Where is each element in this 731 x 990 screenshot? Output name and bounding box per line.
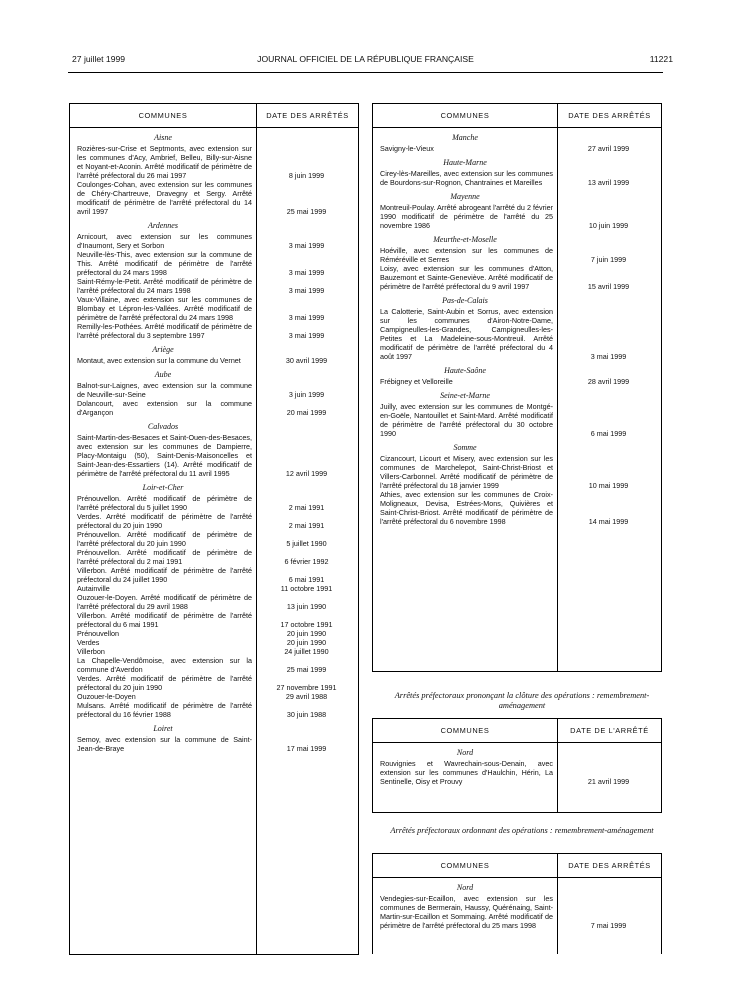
- date-cell: 13 avril 1999: [587, 178, 630, 187]
- department-heading: Haute-Marne: [443, 158, 487, 167]
- date-cell: 3 mai 1999: [288, 268, 325, 277]
- col-header-dates: DATE DES ARRÊTÉS: [558, 104, 661, 128]
- department-heading: Seine-et-Marne: [440, 391, 490, 400]
- commune-cell: Semoy, avec extension sur la commune de Saint-Jean-de-Braye: [77, 735, 252, 753]
- date-cell: 30 avril 1999: [285, 356, 328, 365]
- commune-cell: Prénouvellon. Arrêté modificatif de périmètre de l'arrêté préfectoral du 5 juillet 1990: [77, 494, 252, 512]
- table-row: [373, 203, 661, 230]
- table-body: [373, 878, 661, 930]
- date-cell: 8 juin 1999: [288, 171, 325, 180]
- commune-cell: Vendegies-sur-Ecaillon, avec extension sur les communes de Bermerain, Haussy, Quérénaing, Saint-Martin-sur-Ecaillon et Sommaing. Arrêté modificatif de périmètre de l'arrêté préfectoral du 25 mars 1998: [380, 894, 553, 930]
- commune-cell: Saint-Martin-des-Besaces et Saint-Ouen-des-Besaces, avec extension sur les communes de Dampierre, Placy-Montaigu (50), Saint-Denis-Maisoncelles et Saint-Jean-des-Essartiers (14). Arrêté modificatif de périmètre de l'arrêté préfectoral du 11 avril 1995: [77, 433, 252, 478]
- table-row: [70, 232, 358, 250]
- table-row: [70, 674, 358, 692]
- commune-cell: Arnicourt, avec extension sur les communes d'Inaumont, Sery et Sorbon: [77, 232, 252, 250]
- date-cell: 20 juin 1990: [286, 629, 327, 638]
- table-row: [70, 322, 358, 340]
- department-heading: Mayenne: [450, 192, 480, 201]
- table-row: [373, 377, 661, 386]
- commune-cell: Villerbon. Arrêté modificatif de périmètre de l'arrêté préfectoral du 6 mai 1991: [77, 611, 252, 629]
- commune-cell: Montaut, avec extension sur la commune du Vernet: [77, 356, 241, 365]
- header-title: JOURNAL OFFICIEL DE LA RÉPUBLIQUE FRANÇAISE: [257, 54, 474, 64]
- table-row: [373, 144, 661, 153]
- table-body: [373, 743, 661, 786]
- commune-cell: Frébigney et Velloreille: [380, 377, 453, 386]
- left-communes-table: [69, 103, 359, 955]
- col-header-communes: COMMUNES: [70, 104, 256, 128]
- commune-cell: Verdes. Arrêté modificatif de périmètre de l'arrêté préfectoral du 20 juin 1990: [77, 512, 252, 530]
- table-body: [70, 128, 358, 753]
- commune-cell: Athies, avec extension sur les communes de Croix-Moligneaux, Devisa, Estrées-Mons, Quivières et Saint-Christ-Briost. Arrêté modificatif de périmètre de l'arrêté préfectoral du 6 novembre 1998: [380, 490, 553, 526]
- table-row: [373, 246, 661, 264]
- date-cell: 17 octobre 1991: [280, 620, 333, 629]
- department-heading: Ariège: [152, 345, 174, 354]
- department-heading: Pas-de-Calais: [442, 296, 488, 305]
- department-heading: Loiret: [153, 724, 173, 733]
- date-cell: 25 mai 1999: [286, 665, 327, 674]
- commune-cell: Cirey-lès-Mareilles, avec extension sur les communes de Bourdons-sur-Rognon, Chantraines et Mareilles: [380, 169, 553, 187]
- commune-cell: Mulsans. Arrêté modificatif de périmètre de l'arrêté préfectoral du 16 février 1988: [77, 701, 252, 719]
- table-row: [70, 433, 358, 478]
- table-row: [373, 490, 661, 526]
- commune-cell: Remilly-les-Pothées. Arrêté modificatif de périmètre de l'arrêté préfectoral du 3 septembre 1997: [77, 322, 252, 340]
- cloture-table: [372, 718, 662, 813]
- col-header-communes: COMMUNES: [373, 854, 557, 878]
- table-row: [70, 494, 358, 512]
- col-header-dates: DATE DES ARRÊTÉS: [257, 104, 358, 128]
- commune-cell: Balnot-sur-Laignes, avec extension sur la commune de Neuville-sur-Seine: [77, 381, 252, 399]
- date-cell: 21 avril 1999: [587, 777, 630, 786]
- table-row: [70, 638, 358, 647]
- table-row: [70, 530, 358, 548]
- date-cell: 2 mai 1991: [288, 521, 325, 530]
- date-cell: 15 avril 1999: [587, 282, 630, 291]
- department-heading: Nord: [456, 748, 474, 757]
- table-row: [70, 593, 358, 611]
- right-communes-table: [372, 103, 662, 672]
- date-cell: 30 juin 1988: [286, 710, 327, 719]
- commune-cell: Autainville: [77, 584, 110, 593]
- ordonnant-table: [372, 853, 662, 954]
- date-cell: 3 mai 1999: [288, 331, 325, 340]
- date-cell: 5 juillet 1990: [286, 539, 327, 548]
- commune-cell: Savigny-le-Vieux: [380, 144, 434, 153]
- date-cell: 20 juin 1990: [286, 638, 327, 647]
- table-row: [70, 701, 358, 719]
- date-cell: 27 avril 1999: [587, 144, 630, 153]
- table-row: [70, 381, 358, 399]
- table-row: [70, 629, 358, 638]
- table-row: [70, 356, 358, 365]
- table-row: [70, 566, 358, 584]
- table-row: [70, 656, 358, 674]
- date-cell: 3 mai 1999: [288, 286, 325, 295]
- date-cell: 7 mai 1999: [590, 921, 627, 930]
- department-heading: Calvados: [147, 422, 179, 431]
- commune-cell: Prénouvellon. Arrêté modificatif de périmètre de l'arrêté préfectoral du 20 juin 1990: [77, 530, 252, 548]
- header-rule: [68, 72, 663, 73]
- table-row: [70, 512, 358, 530]
- commune-cell: Verdes. Arrêté modificatif de périmètre de l'arrêté préfectoral du 20 juin 1990: [77, 674, 252, 692]
- commune-cell: Cizancourt, Licourt et Misery, avec extension sur les communes de Marchelepot, Saint-Christ-Briost et Villers-Carbonnel. Arrêté modificatif de périmètre de l'arrêté préfectoral du 18 janvier 1999: [380, 454, 553, 490]
- date-cell: 10 juin 1999: [588, 221, 629, 230]
- date-cell: 6 février 1992: [284, 557, 329, 566]
- table-row: [70, 295, 358, 322]
- commune-cell: Ouzouer-le-Doyen: [77, 692, 136, 701]
- date-cell: 14 mai 1999: [588, 517, 629, 526]
- page-number: 11221: [649, 54, 673, 64]
- date-cell: 2 mai 1991: [288, 503, 325, 512]
- department-heading: Nord: [456, 883, 474, 892]
- date-cell: 20 mai 1999: [286, 408, 327, 417]
- commune-cell: Saint-Rémy-le-Petit. Arrêté modificatif de périmètre de l'arrêté préfectoral du 24 mars 1998: [77, 277, 252, 295]
- date-cell: 27 novembre 1991: [276, 683, 337, 692]
- table-row: [70, 647, 358, 656]
- commune-cell: Prénouvellon. Arrêté modificatif de périmètre de l'arrêté préfectoral du 2 mai 1991: [77, 548, 252, 566]
- department-heading: Manche: [452, 133, 478, 142]
- date-cell: 24 juillet 1990: [284, 647, 329, 656]
- date-cell: 29 avril 1988: [285, 692, 328, 701]
- date-cell: 28 avril 1999: [587, 377, 630, 386]
- col-header-dates: DATE DES ARRÊTÉS: [558, 854, 661, 878]
- date-cell: 17 mai 1999: [286, 744, 327, 753]
- commune-cell: Ouzouer-le-Doyen. Arrêté modificatif de périmètre de l'arrêté préfectoral du 29 avril 1988: [77, 593, 252, 611]
- table-row: [70, 692, 358, 701]
- date-cell: 10 mai 1999: [588, 481, 629, 490]
- caption-cloture: Arrêtés préfectoraux prononçant la clôture des opérations : remembrement-aménagement: [394, 691, 650, 710]
- department-heading: Somme: [453, 443, 477, 452]
- commune-cell: Coulonges-Cohan, avec extension sur les communes de Chéry-Chartreuve, Dravegny et Sergy. Arrêté modificatif de périmètre de l'arrêté préfectoral du 14 avril 1997: [77, 180, 252, 216]
- table-row: [70, 399, 358, 417]
- department-heading: Aisne: [154, 133, 172, 142]
- commune-cell: Villerbon: [77, 647, 105, 656]
- table-row: [373, 759, 661, 786]
- commune-cell: La Chapelle-Vendômoise, avec extension sur la commune d'Averdon: [77, 656, 252, 674]
- commune-cell: Villerbon. Arrêté modificatif de périmètre de l'arrêté préfectoral du 24 juillet 1990: [77, 566, 252, 584]
- commune-cell: Neuville-lès-This, avec extension sur la commune de This. Arrêté modificatif de périmètre de l'arrêté préfectoral du 24 mars 1998: [77, 250, 252, 277]
- table-row: [373, 454, 661, 490]
- table-row: [70, 611, 358, 629]
- col-header-date-single: DATE DE L'ARRÊTÉ: [558, 719, 661, 743]
- commune-cell: Vaux-Villaine, avec extension sur les communes de Blombay et Lépron-les-Vallées. Arrêté modificatif de périmètre de l'arrêté préfectoral du 24 mars 1998: [77, 295, 252, 322]
- commune-cell: Juilly, avec extension sur les communes de Montgé-en-Goële, Nantouillet et Saint-Mard. Arrêté modificatif de périmètre de l'arrêté préfectoral du 30 octobre 1990: [380, 402, 553, 438]
- date-cell: 13 juin 1990: [286, 602, 327, 611]
- date-cell: 11 octobre 1991: [280, 584, 333, 593]
- col-header-communes: COMMUNES: [373, 104, 557, 128]
- commune-cell: Verdes: [77, 638, 100, 647]
- date-cell: 3 mai 1999: [288, 313, 325, 322]
- date-cell: 3 mai 1999: [288, 241, 325, 250]
- table-row: [373, 264, 661, 291]
- commune-cell: La Calotterie, Saint-Aubin et Sorrus, avec extension sur les communes d'Airon-Notre-Dame, Campigneulles-les-Grandes, Campigneulles-les-Petites et La Madeleine-sous-Montreuil. Arrêté modificatif de périmètre de l'arrêté préfectoral du 4 août 1997: [380, 307, 553, 361]
- table-row: [70, 144, 358, 180]
- header-date: 27 juillet 1999: [72, 54, 126, 64]
- commune-cell: Rozières-sur-Crise et Septmonts, avec extension sur les communes d'Acy, Ambrief, Belleu, Billy-sur-Aisne et Noyant-et-Aconin. Arrêté modificatif de périmètre de l'arrêté préfectoral du 26 mai 1997: [77, 144, 252, 180]
- table-row: [373, 402, 661, 438]
- department-heading: Haute-Saône: [444, 366, 486, 375]
- table-row: [373, 169, 661, 187]
- commune-cell: Loisy, avec extension sur les communes d'Atton, Bauzemont et Sainte-Geneviève. Arrêté modificatif de périmètre de l'arrêté préfectoral du 9 avril 1997: [380, 264, 553, 291]
- caption-ordonnant: Arrêtés préfectoraux ordonnant des opérations : remembrement-aménagement: [390, 826, 654, 835]
- table-row: [70, 180, 358, 216]
- department-heading: Aube: [154, 370, 172, 379]
- department-heading: Meurthe-et-Moselle: [433, 235, 497, 244]
- table-row: [70, 548, 358, 566]
- table-body: [373, 128, 661, 526]
- department-heading: Loir-et-Cher: [142, 483, 184, 492]
- table-row: [373, 894, 661, 930]
- department-heading: Ardennes: [148, 221, 178, 230]
- table-row: [70, 584, 358, 593]
- commune-cell: Hoéville, avec extension sur les communes de Réméréville et Serres: [380, 246, 553, 264]
- commune-cell: Prénouvellon: [77, 629, 119, 638]
- table-row: [373, 307, 661, 361]
- commune-cell: Montreuil-Poulay. Arrêté abrogeant l'arrêté du 2 février 1990 modificatif de périmètre de l'arrêté du 25 novembre 1986: [380, 203, 553, 230]
- date-cell: 12 avril 1999: [285, 469, 328, 478]
- table-row: [70, 277, 358, 295]
- date-cell: 3 juin 1999: [288, 390, 325, 399]
- table-row: [70, 250, 358, 277]
- commune-cell: Rouvignies et Wavrechain-sous-Denain, avec extension sur les communes d'Haulchin, Hérin, La Sentinelle, Oisy et Prouvy: [380, 759, 553, 786]
- date-cell: 7 juin 1999: [590, 255, 627, 264]
- commune-cell: Dolancourt, avec extension sur la commune d'Argançon: [77, 399, 252, 417]
- col-header-communes: COMMUNES: [373, 719, 557, 743]
- table-row: [70, 735, 358, 753]
- date-cell: 6 mai 1991: [288, 575, 325, 584]
- date-cell: 25 mai 1999: [286, 207, 327, 216]
- date-cell: 3 mai 1999: [590, 352, 627, 361]
- date-cell: 6 mai 1999: [590, 429, 627, 438]
